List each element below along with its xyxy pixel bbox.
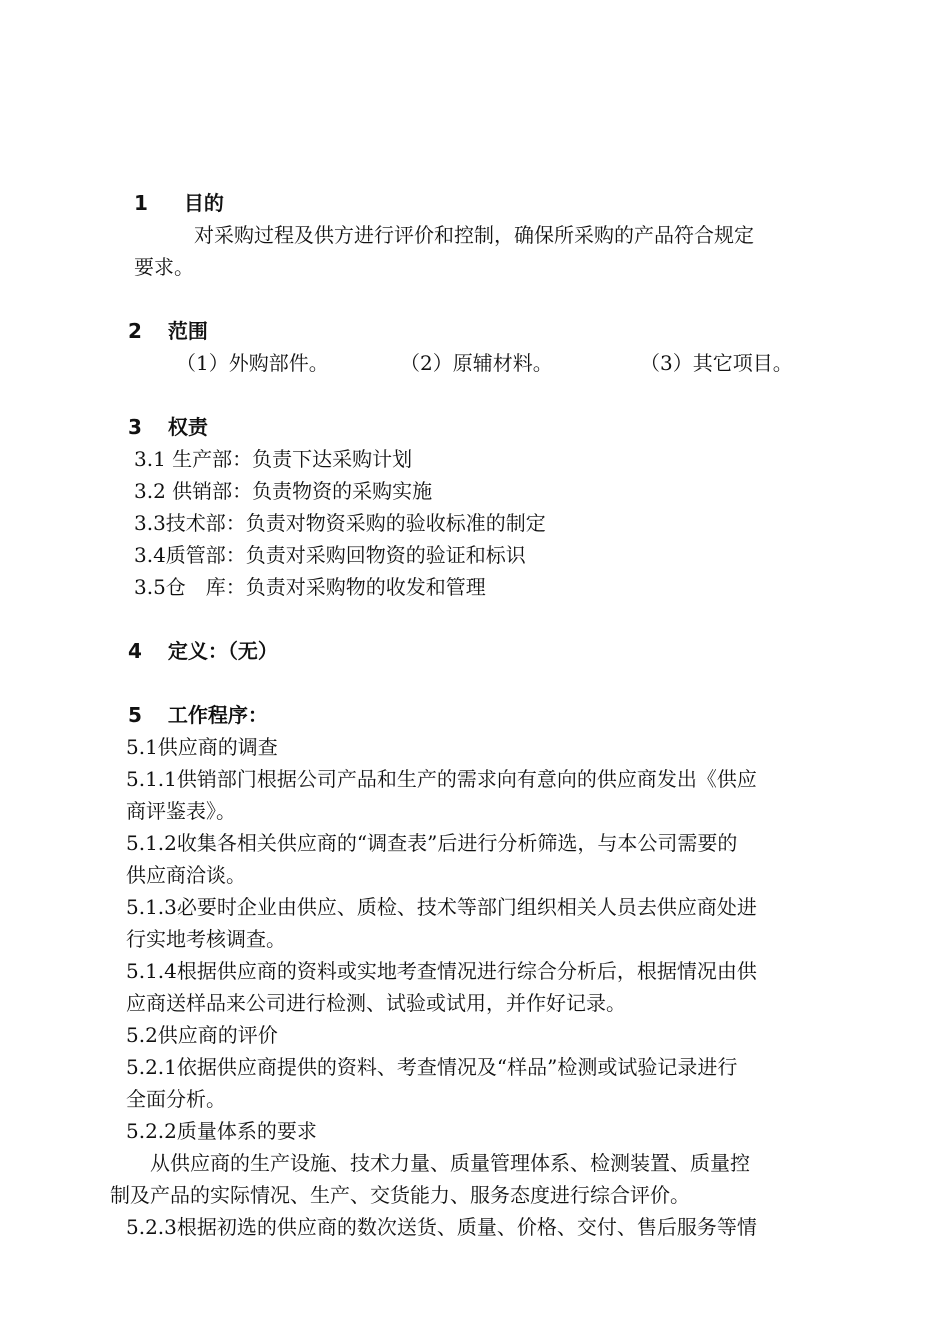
procedure-line: 5.1.2收集各相关供应商的“调查表”后进行分析筛选，与本公司需要的 (126, 831, 738, 855)
procedure-line: 应商送样品来公司进行检测、试验或试用，并作好记录。 (126, 991, 626, 1015)
section-number: 4 (128, 639, 142, 663)
procedure-line: 5.1.4根据供应商的资料或实地考查情况进行综合分析后，根据情况由供 (126, 959, 757, 983)
section-3-heading (128, 414, 208, 440)
procedure-line: 全面分析。 (126, 1087, 226, 1111)
procedure-line: 5.1供应商的调查 (126, 735, 278, 759)
section-5-heading (128, 702, 268, 728)
scope-item: （2）原辅材料。 (400, 351, 553, 375)
section-title: 目的 (183, 191, 224, 215)
section-title: 工作程序： (167, 703, 268, 727)
section-title: 权责 (167, 415, 208, 439)
section-title: 定义：（无） (167, 639, 278, 663)
section-number: 5 (128, 703, 142, 727)
section-title: 范围 (167, 319, 208, 343)
procedure-line: 5.2供应商的评价 (126, 1023, 278, 1047)
procedure-line: 制及产品的实际情况、生产、交货能力、服务态度进行综合评价。 (110, 1183, 690, 1207)
procedure-line: 商评鉴表》。 (126, 799, 236, 823)
responsibility-item: 3.1 生产部：负责下达采购计划 (134, 447, 413, 471)
section-1-body-line: 要求。 (134, 255, 194, 279)
scope-item: （3）其它项目。 (640, 351, 793, 375)
section-1-body-line: 对采购过程及供方进行评价和控制，确保所采购的产品符合规定 (194, 223, 754, 247)
section-4-heading (128, 638, 278, 664)
procedure-line: 5.1.1供销部门根据公司产品和生产的需求向有意向的供应商发出《供应 (126, 767, 757, 791)
procedure-line: 行实地考核调查。 (126, 927, 286, 951)
procedure-line: 5.1.3必要时企业由供应、质检、技术等部门组织相关人员去供应商处进 (126, 895, 757, 919)
section-number: 1 (134, 191, 148, 215)
responsibility-item: 3.2 供销部：负责物资的采购实施 (134, 479, 433, 503)
responsibility-item: 3.4质管部：负责对采购回物资的验证和标识 (134, 543, 526, 567)
responsibility-item: 3.3技术部：负责对物资采购的验收标准的制定 (134, 511, 546, 535)
section-number: 3 (128, 415, 142, 439)
procedure-line: 5.2.1依据供应商提供的资料、考查情况及“样品”检测或试验记录进行 (126, 1055, 738, 1079)
section-number: 2 (128, 319, 142, 343)
responsibility-item: 3.5仓 库：负责对采购物的收发和管理 (134, 575, 486, 599)
procedure-line: 供应商洽谈。 (126, 863, 246, 887)
scope-item: （1）外购部件。 (176, 351, 329, 375)
procedure-line: 从供应商的生产设施、技术力量、质量管理体系、检测装置、质量控 (150, 1151, 750, 1175)
procedure-line: 5.2.3根据初选的供应商的数次送货、质量、价格、交付、售后服务等情 (126, 1215, 757, 1239)
section-2-heading (128, 318, 208, 344)
section-1-heading (134, 190, 224, 216)
procedure-line: 5.2.2质量体系的要求 (126, 1119, 317, 1143)
